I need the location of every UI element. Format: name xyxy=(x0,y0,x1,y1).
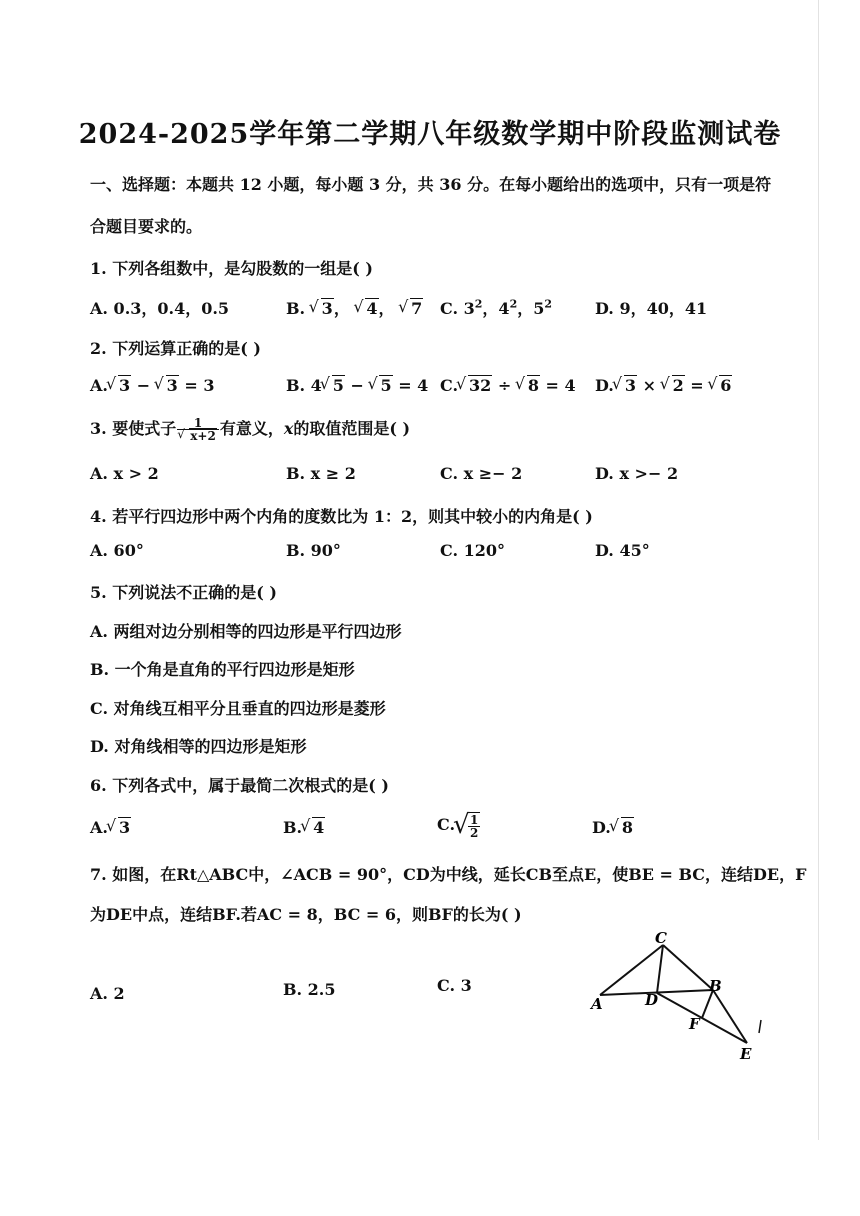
scan-mark xyxy=(759,1020,761,1033)
q1-option-a: A. 0.3，0.4，0.5 xyxy=(90,299,230,318)
q5-option-b: B. 一个角是直角的平行四边形是矩形 xyxy=(90,660,355,679)
label-f: F xyxy=(689,1015,700,1033)
q6-stem: 6. 下列各式中，属于最简二次根式的是( ) xyxy=(90,776,389,795)
q4-option-d: D. 45° xyxy=(595,541,650,560)
segment-be xyxy=(713,990,747,1043)
q3-option-b: B. x ≥ 2 xyxy=(286,464,356,483)
q6-option-c: C. √ $\frac{1}{2}$ xyxy=(437,812,481,839)
label-e: E xyxy=(740,1045,752,1063)
q5-stem: 5. 下列说法不正确的是( ) xyxy=(90,583,277,602)
q3-stem: 3. 要使式子 1 √ x+2 有意义，x的取值范围是( ) xyxy=(90,416,410,442)
q1-b-root1: √ 3 xyxy=(311,299,334,318)
q5-option-c: C. 对角线互相平分且垂直的四边形是菱形 xyxy=(90,699,386,718)
q1-option-d: D. 9，40，41 xyxy=(595,299,708,318)
q4-option-c: C. 120° xyxy=(440,541,505,560)
segment-cd xyxy=(657,945,663,993)
q3-fraction: 1 √ x+2 xyxy=(177,417,219,442)
q4-option-a: A. 60° xyxy=(90,541,144,560)
q2-option-a: A.√ 3 − √ 3 = 3 xyxy=(90,376,215,395)
q6-option-b: B.√ 4 xyxy=(283,818,325,837)
section-instruction-line1: 一、选择题：本题共 12 小题，每小题 3 分，共 36 分。在每小题给出的选项中，只有一项是符 xyxy=(90,175,772,194)
label-d: D xyxy=(645,991,659,1009)
q1-stem: 1. 下列各组数中，是勾股数的一组是( ) xyxy=(90,259,373,278)
q1-b-root2: √ 4 xyxy=(355,299,378,318)
label-a: A xyxy=(591,995,603,1013)
q1-option-b-label: B. xyxy=(286,299,306,318)
label-b: B xyxy=(709,977,722,995)
q4-option-b: B. 90° xyxy=(286,541,341,560)
q7-option-b: B. 2.5 xyxy=(283,980,336,999)
q6-c-root: √ $\frac{1}{2}$ xyxy=(455,812,481,839)
q5-option-a: A. 两组对边分别相等的四边形是平行四边形 xyxy=(90,622,402,641)
q7-stem-line1: 7. 如图，在Rt△ABC中，∠ACB = 90°，CD为中线，延长CB至点E，使BE = BC，连结DE，F xyxy=(90,865,807,884)
q6-option-a: A.√ 3 xyxy=(90,818,131,837)
q1-b-root3: √ 7 xyxy=(400,299,423,318)
q6-option-d: D.√ 8 xyxy=(592,818,634,837)
q2-stem: 2. 下列运算正确的是( ) xyxy=(90,339,261,358)
q1-option-b: B. √ 3， √ 4， √ 7 xyxy=(286,296,423,319)
q2-option-d: D.√ 3 × √ 2 = √ 6 xyxy=(595,376,732,395)
label-c: C xyxy=(655,929,667,947)
q1-option-c: C. $3^2$，$4^2$，$5^2$ xyxy=(440,297,553,318)
q7-stem-line2: 为DE中点，连结BF.若AC = 8，BC = 6，则BF的长为( ) xyxy=(90,905,522,924)
q5-option-d: D. 对角线相等的四边形是矩形 xyxy=(90,737,307,756)
q7-option-a: A. 2 xyxy=(90,984,125,1003)
q7-option-c: C. 3 xyxy=(437,976,472,995)
q4-stem: 4. 若平行四边形中两个内角的度数比为 1：2，则其中较小的内角是( ) xyxy=(90,507,593,526)
exam-title: 2024-2025学年第二学期八年级数学期中阶段监测试卷 xyxy=(78,119,782,150)
q1-option-c-label: C. xyxy=(440,299,459,318)
segment-ac xyxy=(600,945,663,995)
segment-cb xyxy=(663,945,713,990)
scan-edge-line xyxy=(818,0,819,1140)
section-instruction-line2: 合题目要求的。 xyxy=(90,217,203,236)
q3-option-d: D. x >− 2 xyxy=(595,464,679,483)
q3-option-a: A. x > 2 xyxy=(90,464,159,483)
q2-option-b: B. 4√ 5 − √ 5 = 4 xyxy=(286,376,428,395)
q2-option-c: C.√ 32 ÷ √ 8 = 4 xyxy=(440,376,576,395)
q7-triangle-figure xyxy=(585,925,775,1065)
q3-option-c: C. x ≥− 2 xyxy=(440,464,523,483)
